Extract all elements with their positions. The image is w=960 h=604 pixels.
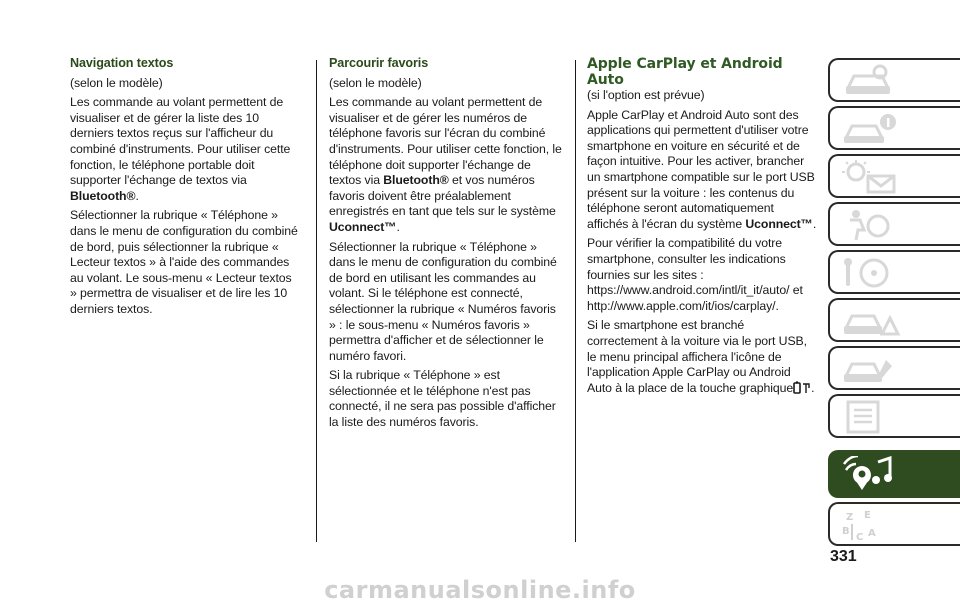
index-list-icon — [842, 400, 902, 434]
airbag-seatbelt-icon — [842, 208, 902, 242]
warning-triangle-car-icon — [842, 304, 902, 338]
paragraph: Apple CarPlay et Android Auto sont des applications qui permettent d'utiliser votre smartphone en voiture en sécurité et de façon intuitive. Pour les activer, brancher un smartphone compatible sur le port USB présent sur la voiture : les contenus du téléphone seront automatiquement affichés à l'écran du système Uconnect™. — [587, 107, 817, 231]
paragraph: Si la rubrique « Téléphone » est sélectionnée et le téléphone n'est pas connecté, il ne sera pas possible d'afficher la liste des numéros favoris. — [329, 368, 556, 430]
paragraph: Pour vérifier la compatibilité du votre smartphone, consulter les indications fournies sur les sites : https://www.android.com/intl/it_it/auto/ et http://www.apple.com/it/ios/carplay/. — [587, 236, 803, 313]
paragraph: Sélectionner la rubrique « Téléphone » dans le menu de configuration du combiné de bord, puis sélectionner la rubrique « Lecteur textos » à l'aide des commandes au volant. Le sous-menu « Lecteur textos » permettra de visualiser et de lire les 10 derniers textos. — [70, 208, 298, 316]
svg-text:E: E — [864, 510, 871, 521]
column-divider — [575, 60, 576, 542]
svg-text:B: B — [842, 526, 850, 537]
paragraph: (selon le modèle) — [329, 75, 422, 90]
column-carplay-android — [587, 56, 817, 403]
tab-warning-lights[interactable] — [828, 154, 960, 198]
page-number: 331 — [830, 548, 857, 565]
paragraph: Sélectionner la rubrique « Téléphone » dans le menu de configuration du combiné de bord en utilisant les commandes au volant. Si le téléphone est connecté, sélectionner la rubrique « Numéros favoris » : le sous-menu « Numéros favoris » permettra d'afficher et de sélectionner le numéro favori. — [329, 239, 557, 363]
tab-warning-triangle-car[interactable] — [828, 298, 960, 342]
watermark: carmanualsonline.info — [324, 576, 636, 604]
paragraph: (si l'option est prévue) — [587, 88, 705, 102]
tab-car-info[interactable] — [828, 106, 960, 150]
tab-airbag-seatbelt[interactable] — [828, 202, 960, 246]
section-title: Navigation textos — [70, 56, 174, 70]
phone-graphic-key-icon — [793, 381, 811, 400]
tab-car-dashboard[interactable] — [828, 58, 960, 102]
car-dashboard-icon — [842, 64, 902, 98]
multimedia-icon — [842, 456, 902, 494]
paragraph: (selon le modèle) — [70, 75, 163, 90]
paragraph: Si le smartphone est branché correctement à la voiture via le port USB, le menu principal affichera l'icône de l'application Apple CarPlay ou Android Auto à la place de la touche graphique . — [587, 318, 817, 399]
svg-text:A: A — [868, 528, 876, 539]
car-service-icon — [842, 352, 902, 386]
steering-wheel-key-icon — [842, 256, 902, 290]
tab-index-list[interactable] — [828, 394, 960, 438]
alphabetical-index-icon — [842, 508, 902, 542]
paragraph: Les commande au volant permettent de visualiser et de gérer la liste des 10 derniers textos reçus sur l'afficheur du combiné d'instruments. Pour utiliser cette fonction, le téléphone portable doit supporter l'échange de textos via Bluetooth®. — [70, 95, 291, 203]
section-title: Parcourir favoris — [329, 56, 429, 70]
section-heading: Apple CarPlay et Android Auto — [587, 56, 783, 88]
column-navigation-textos — [70, 56, 300, 322]
tab-steering-wheel-key[interactable] — [828, 250, 960, 294]
car-info-icon — [842, 112, 902, 146]
tab-car-service[interactable] — [828, 346, 960, 390]
column-divider — [316, 60, 317, 542]
warning-lights-icon — [842, 160, 902, 194]
column-parcourir-favoris — [329, 56, 565, 435]
tab-alphabetical-index[interactable] — [828, 502, 960, 546]
tab-multimedia[interactable] — [828, 450, 960, 498]
paragraph: Les commande au volant permettent de visualiser et de gérer les numéros de téléphone favoris sur l'écran du combiné d'instruments. Pour utiliser cette fonction, le téléphone doit supporter l'échange de textos via Bluetooth® et vos numéros favoris doivent être préalablement enregistrés en tant que tels sur le système Uconnect™. — [329, 95, 562, 234]
svg-text:C: C — [856, 532, 864, 542]
svg-text:Z: Z — [846, 512, 854, 523]
